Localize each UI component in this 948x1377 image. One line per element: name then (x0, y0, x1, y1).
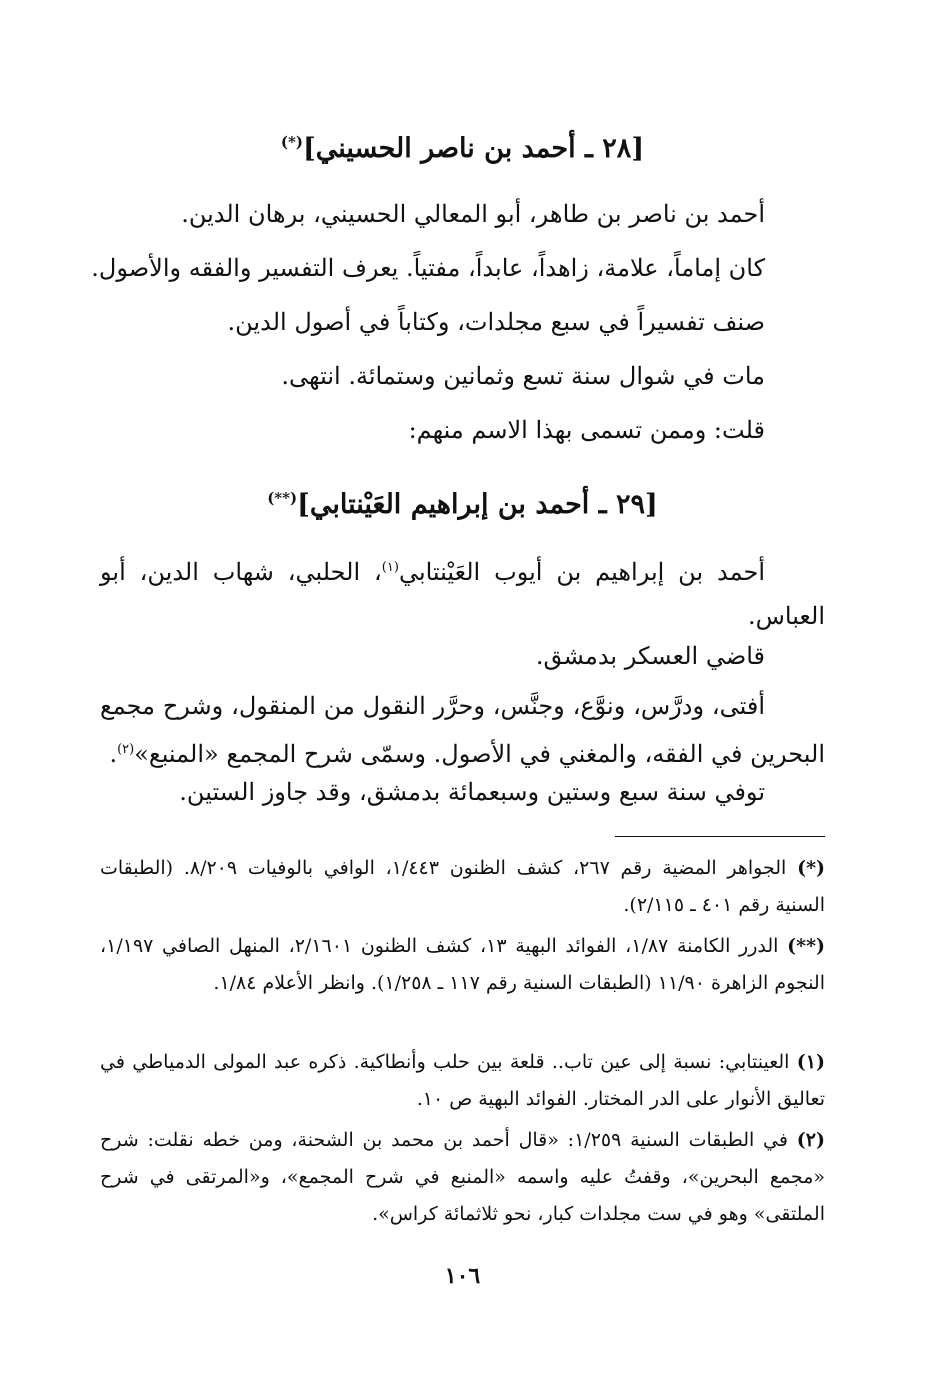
entry-28-paragraph-1: أحمد بن ناصر بن طاهر، أبو المعالي الحسيني، برهان الدين. (181, 200, 765, 228)
footnote-double-star-marker: (**) (787, 935, 826, 957)
entry-29-p1-text: أحمد بن إبراهيم بن أيوب العَيْنتابي (398, 558, 765, 586)
entry-29-p3-end: . (109, 740, 118, 768)
footnote-star-text: الجواهر المضية رقم ٢٦٧، كشف الظنون ١/٤٤٣، الوافي بالوفيات ٨/٢٠٩. (الطبقات السنية رقم ٤٠١ ـ ٢/١١٥). (100, 857, 825, 916)
footnote-2 (100, 1122, 825, 1233)
entry-29-p3-text: أفتى، ودرَّس، ونوَّع، وجنَّس، وحرَّر النقول من المنقول، وشرح مجمع البحرين في الفقه، والمغني في الأصول. وسمّى شرح المجمع «المنبع» (100, 692, 825, 768)
entry-29-paragraph-3 (100, 684, 825, 776)
footnote-2-marker: (٢) (796, 1129, 825, 1151)
entry-28-paragraph-3: صنف تفسيراً في سبع مجلدات، وكتاباً في أصول الدين. (227, 308, 765, 336)
entry-29-title: [٢٩ ـ أحمد بن إبراهيم العَيْنتابي] (297, 489, 658, 520)
entry-29-note-ref: (**) (267, 489, 298, 507)
entry-28-note-ref: (*) (280, 133, 303, 151)
entry-29-paragraph-2: قاضي العسكر بدمشق. (535, 642, 765, 670)
footnote-1-text: العينتابي: نسبة إلى عين تاب.. قلعة بين حلب وأنطاكية. ذكره عبد المولى الدمياطي في تعاليق الأنوار على الدر المختار. الفوائد البهية ص ١٠. (100, 1051, 825, 1110)
footnote-star-marker: (*) (797, 857, 825, 879)
footnote-double-star-text: الدرر الكامنة ١/٨٧، الفوائد البهية ١٣، كشف الظنون ٢/١٦٠١، المنهل الصافي ١/١٩٧، النجوم الزاهرة ١١/٩٠ (الطبقات السنية رقم ١١٧ ـ ١/٢٥٨). وانظر الأعلام ١/٨٤. (100, 935, 825, 994)
footnote-star (100, 850, 825, 924)
footnote-separator (615, 836, 825, 837)
entry-29-paragraph-1 (100, 546, 825, 638)
page-number: ١٠٦ (444, 1263, 481, 1289)
footnote-1 (100, 1044, 825, 1118)
entry-29-heading (100, 478, 825, 525)
entry-28-title: [٢٨ ـ أحمد بن ناصر الحسيني] (302, 133, 645, 164)
footnote-double-star (100, 928, 825, 1002)
footnote-2-text: في الطبقات السنية ١/٢٥٩: «قال أحمد بن محمد بن الشحنة، ومن خطه نقلت: شرح «مجمع البحرين»، وقفتُ عليه واسمه «المنبع في شرح المجمع»، و«المرتقى في شرح الملتقى» وهو في ست مجلدات كبار، نحو ثلاثمائة كراس». (100, 1129, 825, 1225)
entry-29-paragraph-4: توفي سنة سبع وستين وسبعمائة بدمشق، وقد جاوز الستين. (179, 778, 765, 806)
entry-28-paragraph-4: مات في شوال سنة تسع وثمانين وستمائة. انتهى. (281, 362, 765, 390)
book-page (91, 0, 826, 1377)
entry-29-p1-rest: ، الحلبي، شهاب الدين، أبو العباس. (100, 558, 825, 630)
entry-28-paragraph-2: كان إماماً، علامة، زاهداً، عابداً، مفتياً. يعرف التفسير والفقه والأصول. (91, 254, 765, 282)
footnote-1-marker: (١) (796, 1051, 825, 1073)
footnote-ref-2: (٢) (117, 742, 135, 757)
entry-28-heading (100, 122, 825, 169)
entry-28-paragraph-5: قلت: وممن تسمى بهذا الاسم منهم: (408, 416, 765, 444)
footnote-ref-1: (١) (381, 560, 399, 575)
